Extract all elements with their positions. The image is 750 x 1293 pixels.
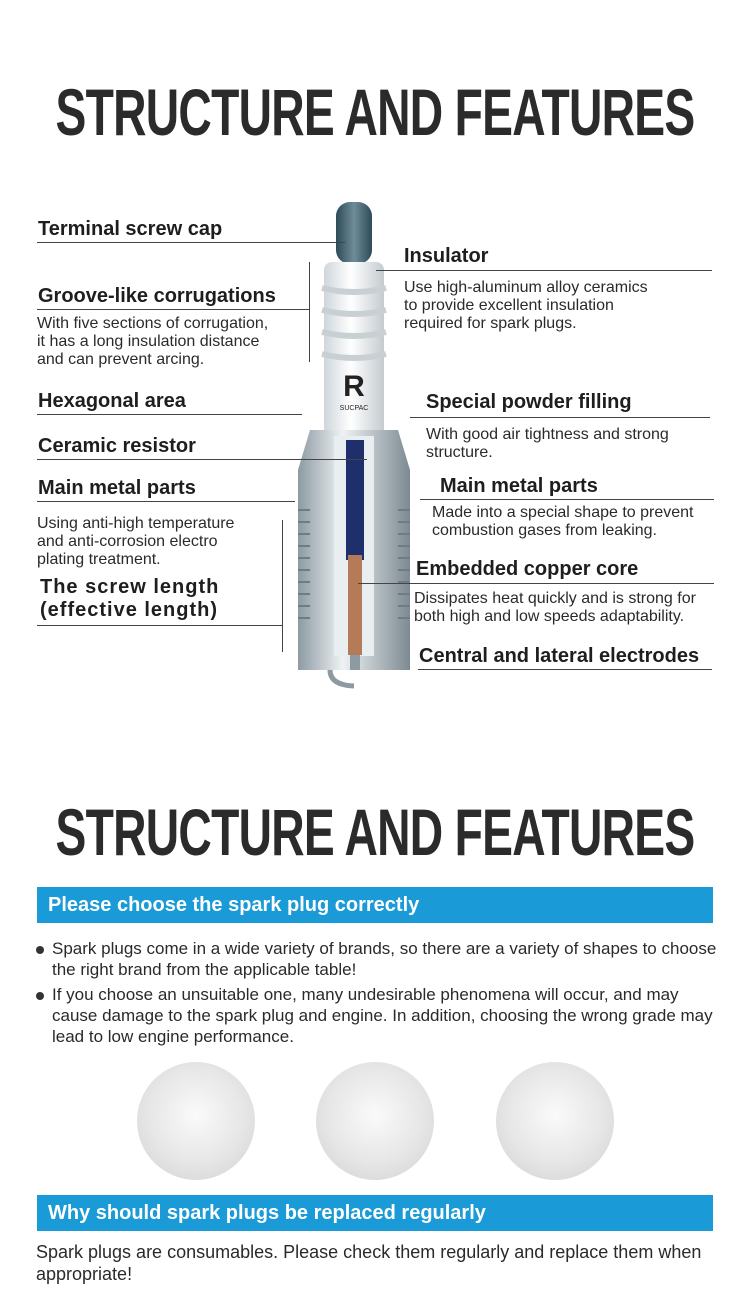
leader-line bbox=[37, 625, 282, 626]
desc-embedded-copper-core: Dissipates heat quickly and is strong for both high and low speeds adaptability. bbox=[414, 590, 696, 625]
desc-special-powder-filling: With good air tightness and strong structure. bbox=[426, 426, 669, 461]
leader-line bbox=[410, 417, 710, 418]
label-screw-length: The screw length (effective length) bbox=[40, 576, 220, 621]
leader-line bbox=[309, 262, 310, 362]
spark-plug-tip-image-3 bbox=[496, 1062, 614, 1180]
bullet-dot-icon bbox=[36, 992, 44, 1000]
leader-line bbox=[420, 499, 714, 500]
spark-plug-tip-image-1 bbox=[137, 1062, 255, 1180]
leader-line bbox=[282, 520, 283, 652]
spark-plug-tip-image-2 bbox=[316, 1062, 434, 1180]
label-main-metal-parts-left: Main metal parts bbox=[38, 477, 196, 499]
label-ceramic-resistor: Ceramic resistor bbox=[38, 435, 196, 457]
label-central-lateral-electrodes: Central and lateral electrodes bbox=[419, 645, 700, 667]
leader-line bbox=[37, 414, 302, 415]
label-groove-corrugations: Groove-like corrugations bbox=[38, 285, 276, 307]
terminal-cap bbox=[336, 202, 372, 264]
leader-line bbox=[37, 242, 345, 243]
desc-insulator: Use high-aluminum alloy ceramics to provide excellent insulation required for spark plugs. bbox=[404, 279, 648, 332]
leader-line bbox=[37, 459, 367, 460]
resistor-core bbox=[346, 440, 364, 560]
desc-main-metal-parts-right: Made into a special shape to prevent combustion gases from leaking. bbox=[432, 504, 694, 539]
label-main-metal-parts-right: Main metal parts bbox=[440, 475, 598, 497]
heading-bar-replace-regularly: Why should spark plugs be replaced regularly bbox=[37, 1195, 713, 1231]
label-embedded-copper-core: Embedded copper core bbox=[416, 558, 639, 580]
bullet-dot-icon bbox=[36, 946, 44, 954]
replacement-note: Spark plugs are consumables. Please check them regularly and replace them when appropriate! bbox=[36, 1242, 702, 1284]
leader-line bbox=[358, 583, 714, 584]
bullet-item: Spark plugs come in a wide variety of brands, so there are a variety of shapes to choose the right brand from the applicable table! bbox=[36, 938, 726, 980]
leader-line bbox=[418, 669, 712, 670]
leader-line bbox=[37, 309, 309, 310]
svg-text:R: R bbox=[343, 370, 365, 403]
bullet-item: If you choose an unsuitable one, many undesirable phenomena will occur, and may cause damage to the spark plug and engine. In addition, choosing the wrong grade may lead to low engine performance. bbox=[36, 984, 726, 1047]
section-title-2: STRUCTURE AND FEATURES bbox=[55, 795, 695, 869]
heading-bar-choose-correctly: Please choose the spark plug correctly bbox=[37, 887, 713, 923]
section-title: STRUCTURE AND FEATURES bbox=[55, 75, 695, 149]
label-terminal-screw-cap: Terminal screw cap bbox=[38, 218, 223, 240]
bullet-list bbox=[36, 938, 726, 1051]
label-insulator: Insulator bbox=[404, 245, 489, 267]
copper-core bbox=[348, 555, 362, 655]
ground-electrode bbox=[330, 670, 354, 686]
leader-line bbox=[37, 501, 295, 502]
label-special-powder-filling: Special powder filling bbox=[426, 391, 632, 413]
label-hexagonal-area: Hexagonal area bbox=[38, 390, 186, 412]
leader-line bbox=[376, 270, 712, 271]
desc-groove-corrugations: With five sections of corrugation, it has a long insulation distance and can prevent arcing. bbox=[37, 315, 269, 368]
center-electrode bbox=[350, 655, 360, 670]
brand-logo-text: SUCPAC bbox=[339, 405, 369, 412]
desc-main-metal-parts-left: Using anti-high temperature and anti-corrosion electro plating treatment. bbox=[37, 515, 235, 568]
